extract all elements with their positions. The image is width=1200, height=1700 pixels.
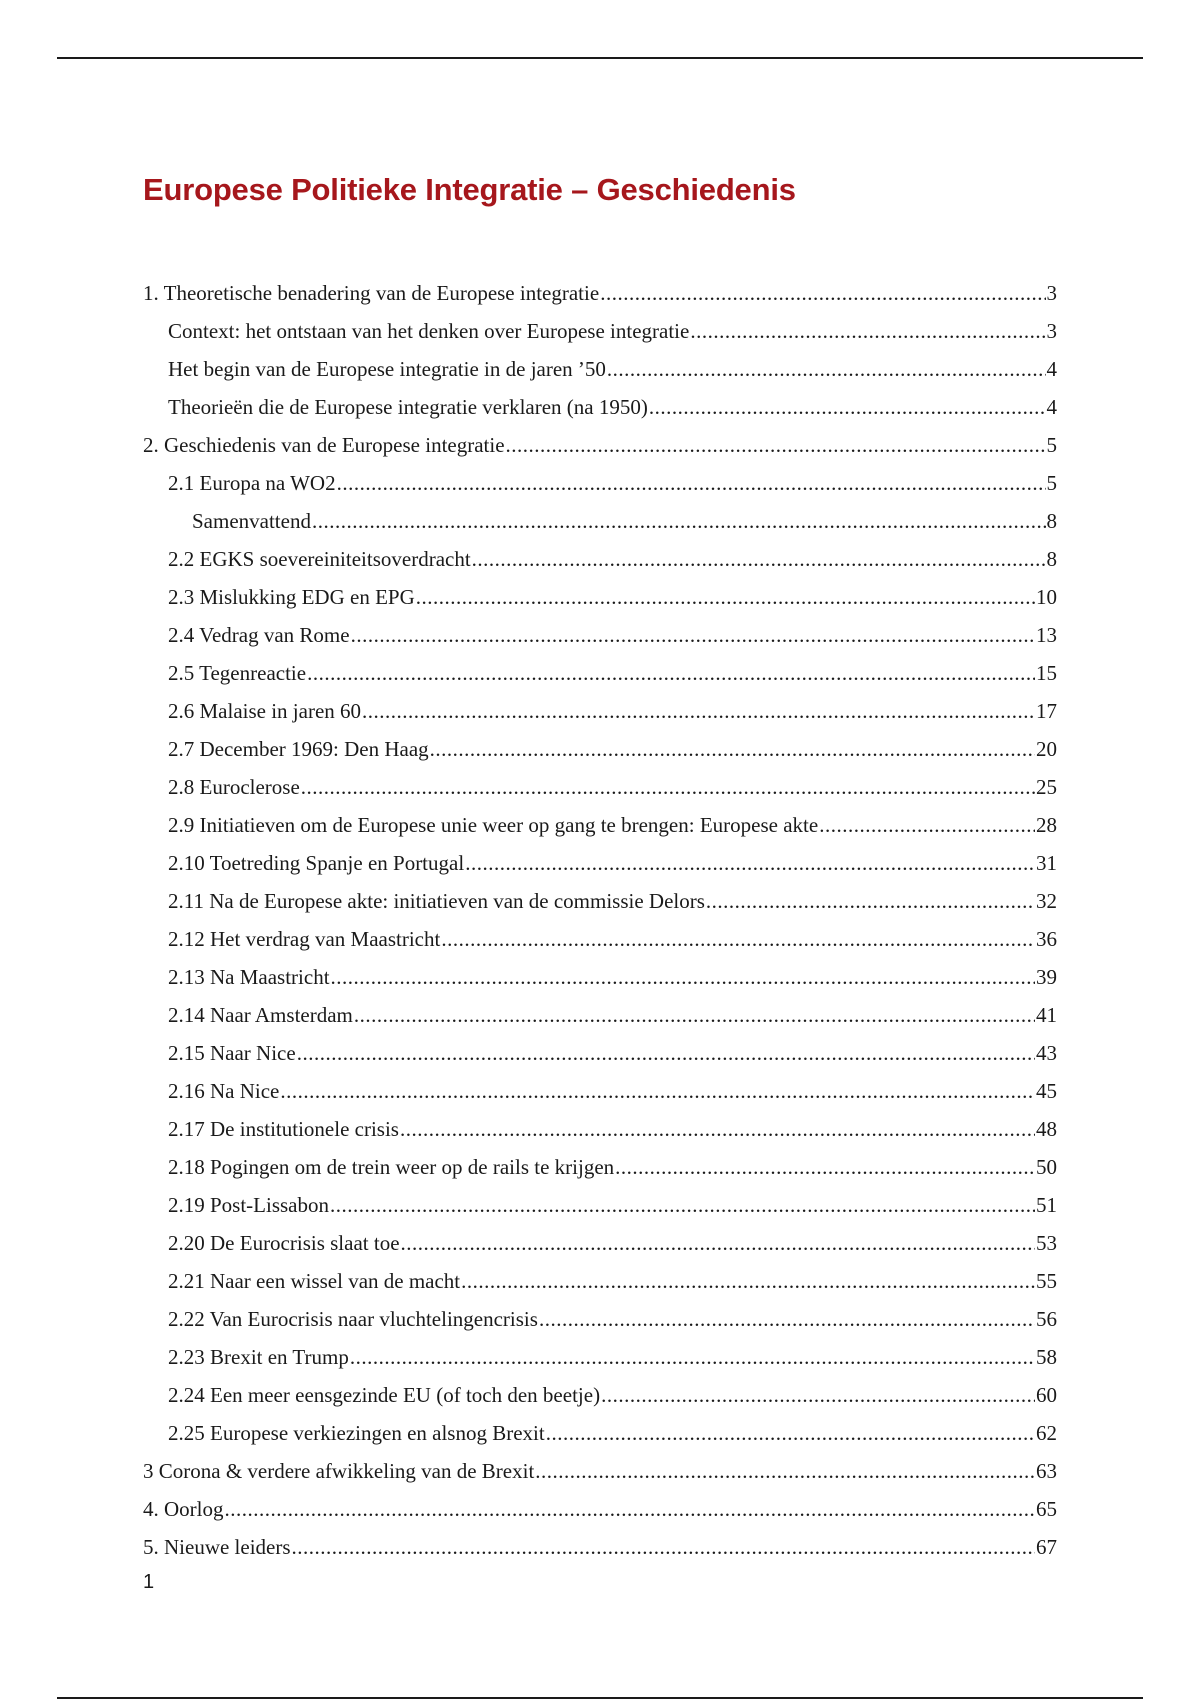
toc-entry-title: 2.18 Pogingen om de trein weer op de rails te krijgen [168, 1155, 615, 1179]
toc-entry[interactable] [143, 1148, 1057, 1186]
toc-entry[interactable] [143, 1338, 1057, 1376]
toc-entry[interactable] [143, 312, 1057, 350]
toc-entry[interactable] [143, 540, 1057, 578]
toc-entry[interactable] [143, 1376, 1057, 1414]
toc-entry[interactable] [143, 882, 1057, 920]
toc-entry[interactable] [143, 1034, 1057, 1072]
toc-entry-title: 2.15 Naar Nice [168, 1041, 296, 1065]
toc-entry[interactable] [143, 844, 1057, 882]
toc-dot-leader [546, 1414, 1035, 1452]
toc-entry[interactable] [143, 806, 1057, 844]
toc-dot-leader [297, 1034, 1035, 1072]
toc-dot-leader [472, 540, 1046, 578]
toc-dot-leader [441, 920, 1035, 958]
toc-dot-leader [416, 578, 1035, 616]
toc-dot-leader [312, 502, 1046, 540]
toc-entry[interactable] [143, 920, 1057, 958]
toc-entry-title: 2.3 Mislukking EDG en EPG [168, 585, 415, 609]
toc-entry-page: 65 [1036, 1497, 1057, 1521]
toc-entry[interactable] [143, 1300, 1057, 1338]
toc-entry-page: 63 [1036, 1459, 1057, 1483]
toc-entry-page: 20 [1036, 737, 1057, 761]
toc-entry[interactable] [143, 350, 1057, 388]
toc-entry-title: 2.14 Naar Amsterdam [168, 1003, 353, 1027]
toc-dot-leader [292, 1528, 1035, 1566]
toc-entry-title: 5. Nieuwe leiders [143, 1535, 291, 1559]
toc-dot-leader [600, 274, 1045, 312]
toc-entry-page: 10 [1036, 585, 1057, 609]
toc-entry-title: 2.6 Malaise in jaren 60 [168, 699, 362, 723]
toc-entry-page: 50 [1036, 1155, 1057, 1179]
toc-entry[interactable] [143, 388, 1057, 426]
toc-entry[interactable] [143, 1224, 1057, 1262]
toc-entry[interactable] [143, 1414, 1057, 1452]
toc-entry-page: 53 [1036, 1231, 1057, 1255]
toc-entry[interactable] [143, 502, 1057, 540]
toc-entry-page: 58 [1036, 1345, 1057, 1369]
toc-entry[interactable] [143, 730, 1057, 768]
toc-entry-page: 55 [1036, 1269, 1057, 1293]
toc-entry-page: 3 [1046, 319, 1057, 343]
toc-dot-leader [649, 388, 1046, 426]
toc-entry-page: 45 [1036, 1079, 1057, 1103]
toc-entry[interactable] [143, 1110, 1057, 1148]
toc-dot-leader [337, 464, 1046, 502]
toc-entry-title: 2.7 December 1969: Den Haag [168, 737, 429, 761]
toc-dot-leader [539, 1300, 1035, 1338]
toc-entry[interactable] [143, 654, 1057, 692]
toc-dot-leader [350, 1338, 1035, 1376]
toc-dot-leader [690, 312, 1045, 350]
toc-entry[interactable] [143, 1072, 1057, 1110]
toc-entry-page: 32 [1036, 889, 1057, 913]
toc-entry[interactable] [143, 1262, 1057, 1300]
page-number: 1 [143, 1571, 155, 1593]
toc-entry-title: 1. Theoretische benadering van de Europese integratie [143, 281, 600, 305]
toc-dot-leader [301, 768, 1035, 806]
toc-entry-page: 4 [1046, 395, 1057, 419]
toc-entry-title: 2.9 Initiatieven om de Europese unie weer op gang te brengen: Europese akte [168, 813, 819, 837]
toc-entry-page: 25 [1036, 775, 1057, 799]
toc-dot-leader [400, 1110, 1035, 1148]
toc-entry[interactable] [143, 1528, 1057, 1566]
toc-dot-leader [615, 1148, 1035, 1186]
toc-entry-page: 5 [1046, 433, 1057, 457]
toc-dot-leader [330, 1186, 1035, 1224]
toc-dot-leader [351, 616, 1035, 654]
toc-dot-leader [601, 1376, 1035, 1414]
toc-entry-title: Samenvattend [192, 509, 311, 533]
toc-entry-page: 60 [1036, 1383, 1057, 1407]
toc-entry-title: 2.22 Van Eurocrisis naar vluchtelingencrisis [168, 1307, 538, 1331]
toc-entry[interactable] [143, 692, 1057, 730]
toc-entry-title: 2.16 Na Nice [168, 1079, 280, 1103]
toc-entry-page: 8 [1046, 509, 1057, 533]
toc-dot-leader [819, 806, 1035, 844]
toc-entry-title: 3 Corona & verdere afwikkeling van de Brexit [143, 1459, 535, 1483]
toc-dot-leader [535, 1452, 1035, 1490]
toc-entry-page: 56 [1036, 1307, 1057, 1331]
toc-entry[interactable] [143, 464, 1057, 502]
toc-entry-page: 3 [1046, 281, 1057, 305]
toc-entry-title: 2.25 Europese verkiezingen en alsnog Brexit [168, 1421, 545, 1445]
toc-entry-page: 31 [1036, 851, 1057, 875]
toc-entry-title: 2.19 Post-Lissabon [168, 1193, 330, 1217]
toc-dot-leader [461, 1262, 1035, 1300]
toc-entry[interactable] [143, 578, 1057, 616]
toc-entry[interactable] [143, 996, 1057, 1034]
toc-dot-leader [225, 1490, 1036, 1528]
header-rule [57, 57, 1143, 59]
toc-entry-title: 2.20 De Eurocrisis slaat toe [168, 1231, 400, 1255]
toc-dot-leader [430, 730, 1035, 768]
footer-rule [57, 1697, 1143, 1699]
toc-dot-leader [401, 1224, 1035, 1262]
toc-entry-title: 2.12 Het verdrag van Maastricht [168, 927, 441, 951]
toc-dot-leader [706, 882, 1035, 920]
toc-entry-page: 4 [1046, 357, 1057, 381]
toc-entry-page: 48 [1036, 1117, 1057, 1141]
toc-entry-title: 2.4 Vedrag van Rome [168, 623, 350, 647]
toc-entry-page: 51 [1036, 1193, 1057, 1217]
toc-entry[interactable] [143, 426, 1057, 464]
toc-entry-title: 2.13 Na Maastricht [168, 965, 330, 989]
toc-entry-page: 41 [1036, 1003, 1057, 1027]
toc-entry-page: 67 [1036, 1535, 1057, 1559]
toc-entry-title: 2.11 Na de Europese akte: initiatieven van de commissie Delors [168, 889, 705, 913]
toc-dot-leader [331, 958, 1035, 996]
toc-entry-page: 28 [1036, 813, 1057, 837]
toc-entry[interactable] [143, 1452, 1057, 1490]
toc-entry-title: 2.5 Tegenreactie [168, 661, 307, 685]
toc-entry-title: 2.21 Naar een wissel van de macht [168, 1269, 461, 1293]
toc-entry-title: Theorieën die de Europese integratie verklaren (na 1950) [168, 395, 648, 419]
toc-entry-title: 2.8 Euroclerose [168, 775, 300, 799]
toc-entry-title: Context: het ontstaan van het denken over Europese integratie [168, 319, 690, 343]
toc-entry[interactable] [143, 768, 1057, 806]
toc-entry-page: 8 [1046, 547, 1057, 571]
toc-entry[interactable] [143, 1490, 1057, 1528]
document-title: Europese Politieke Integratie – Geschiedenis [143, 172, 796, 207]
toc-entry-title: 2. Geschiedenis van de Europese integratie [143, 433, 505, 457]
toc-entry-page: 17 [1036, 699, 1057, 723]
toc-entry[interactable] [143, 958, 1057, 996]
toc-entry-page: 36 [1036, 927, 1057, 951]
toc-dot-leader [354, 996, 1035, 1034]
toc-entry-page: 5 [1046, 471, 1057, 495]
toc-entry-page: 39 [1036, 965, 1057, 989]
toc-entry-title: 2.2 EGKS soevereiniteitsoverdracht [168, 547, 471, 571]
table-of-contents [143, 274, 1057, 1566]
toc-dot-leader [607, 350, 1046, 388]
toc-entry-title: 2.1 Europa na WO2 [168, 471, 336, 495]
toc-dot-leader [307, 654, 1035, 692]
toc-entry-title: 4. Oorlog [143, 1497, 224, 1521]
toc-dot-leader [465, 844, 1035, 882]
toc-entry-page: 43 [1036, 1041, 1057, 1065]
toc-entry-title: 2.23 Brexit en Trump [168, 1345, 349, 1369]
toc-dot-leader [362, 692, 1035, 730]
toc-dot-leader [506, 426, 1046, 464]
toc-entry-page: 13 [1036, 623, 1057, 647]
toc-entry-title: 2.10 Toetreding Spanje en Portugal [168, 851, 465, 875]
toc-entry[interactable] [143, 1186, 1057, 1224]
toc-entry[interactable] [143, 616, 1057, 654]
toc-entry[interactable] [143, 274, 1057, 312]
toc-entry-title: 2.17 De institutionele crisis [168, 1117, 399, 1141]
toc-entry-title: 2.24 Een meer eensgezinde EU (of toch den beetje) [168, 1383, 601, 1407]
toc-entry-page: 15 [1036, 661, 1057, 685]
toc-dot-leader [280, 1072, 1035, 1110]
toc-entry-title: Het begin van de Europese integratie in de jaren ’50 [168, 357, 606, 381]
toc-entry-page: 62 [1036, 1421, 1057, 1445]
